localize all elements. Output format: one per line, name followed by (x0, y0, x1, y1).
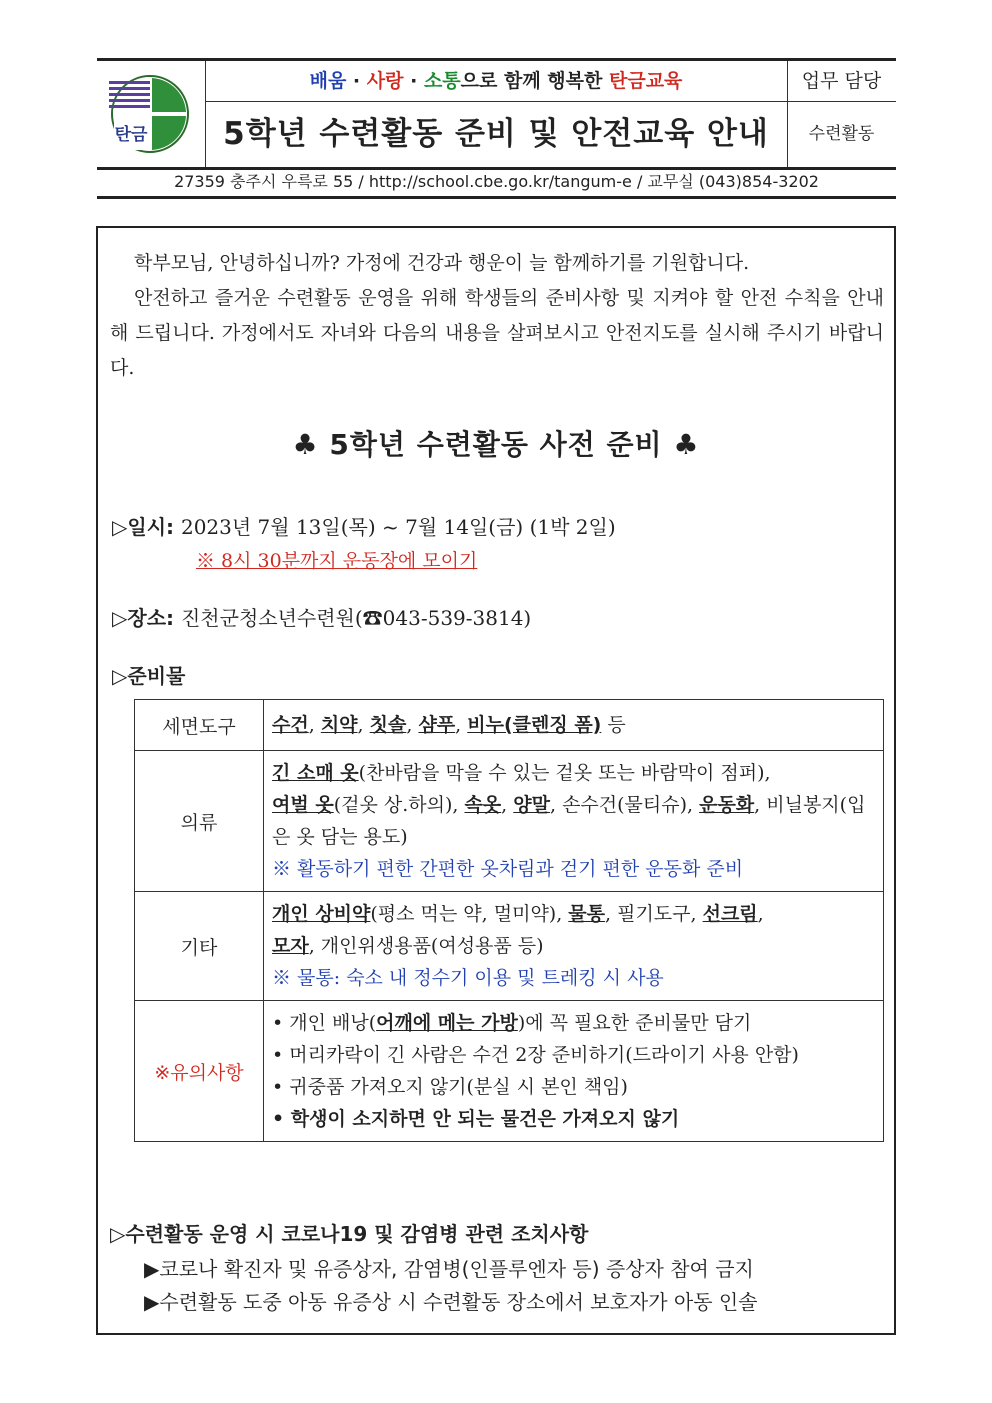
school-address: 27359 충주시 우륵로 55 / http://school.cbe.go.kr/tangum-e / 교무실 (043)854-3202 (97, 170, 896, 199)
notice-body (96, 226, 896, 1335)
item-text: , 비닐봉지(입은 옷 담는 용도) (272, 794, 866, 848)
document-header (97, 58, 896, 170)
schedule-value: 2023년 7월 13일(목) ~ 7월 14일(금) (1박 2일) (180, 515, 616, 539)
item-text: , 개인위생용품(여성용품 등) (308, 935, 544, 957)
caution-items (264, 1001, 884, 1142)
item: 선크림 (702, 903, 758, 925)
item: 치약 (320, 714, 358, 736)
item-text: , 손수건(물티슈), (549, 794, 700, 816)
assembly-note: ※ 8시 30분까지 운동장에 모이기 (196, 550, 478, 572)
motto-word-love: 사랑 (366, 70, 404, 92)
item: 모자 (272, 935, 309, 957)
school-logo (109, 73, 191, 155)
caution-text: • 개인 배낭( (272, 1012, 377, 1034)
cat-etc: 기타 (135, 892, 264, 1001)
caution-item: • 머리카락이 긴 사람은 수건 2장 준비하기(드라이기 사용 안함) (272, 1044, 799, 1066)
cat-wash: 세면도구 (135, 700, 264, 751)
covid-heading: ▷수련활동 운영 시 코로나19 및 감염병 관련 조치사항 (110, 1222, 589, 1246)
table-row-wash (135, 700, 884, 751)
table-row-etc (135, 892, 884, 1001)
schedule-line (112, 511, 616, 540)
dept-value: 수련활동 (808, 124, 875, 144)
etc-items: 개인 상비약(평소 먹는 약, 멀미약), 물통, 필기도구, 선크림, 모자, 개인위생용품(여성용품 등) ※ 물통: 숙소 내 정수기 이용 및 트레킹 시 사용 (264, 892, 884, 1001)
prep-heading: ▷준비물 (112, 664, 186, 688)
item: 운동화 (699, 794, 755, 816)
caution-text: )에 꼭 필요한 준비물만 담기 (517, 1012, 752, 1034)
covid-item-1: ▶코로나 확진자 및 유증상자, 감염병(인플루엔자 등) 증상자 참여 금지 (144, 1257, 754, 1281)
caution-emphasis: 어깨에 메는 가방 (376, 1012, 518, 1034)
covid-item-2: ▶수련활동 도중 아동 유증상 시 수련활동 장소에서 보호자가 아동 인솔 (144, 1290, 758, 1314)
logo-cell (97, 61, 206, 167)
school-motto (205, 61, 788, 102)
caution-item-bold: • 학생이 소지하면 안 되는 물건은 가져오지 않기 (272, 1108, 680, 1130)
item: 여벌 옷 (272, 794, 334, 816)
place-value: 진천군청소년수련원(☎043-539-3814) (180, 606, 532, 630)
item: 속옷 (464, 794, 502, 816)
item: 비누(클렌징 폼) (467, 714, 602, 736)
item-text: , 필기도구, (605, 903, 703, 925)
item-text: (겉옷 상.하의), (333, 794, 465, 816)
motto-rest: 으로 함께 행복한 (460, 70, 609, 92)
schedule-label: ▷일시: (112, 515, 181, 539)
item: 칫솔 (369, 714, 407, 736)
cat-clothes: 의류 (135, 751, 264, 892)
item: 긴 소매 옷 (272, 762, 359, 784)
motto-word-learning: 배움 (309, 70, 347, 92)
wash-items: 수건, 치약, 칫솔, 샴푸, 비누(클렌징 폼) 등 (264, 700, 884, 751)
clothes-items: 긴 소매 옷(찬바람을 막을 수 있는 겉옷 또는 바람막이 점퍼), 여벌 옷(겉옷 상.하의), 속옷, 양말, 손수건(물티슈), 운동화, 비닐봉지(입은 옷 담는 용도) ※ 활동하기 편한 간편한 옷차림과 걷기 편한 운동화 준비 (264, 751, 884, 892)
svg-text:탄금: 탄금 (114, 125, 148, 145)
motto-school-name: 탄금교육 (608, 70, 683, 92)
motto-word-communication: 소통 (423, 70, 461, 92)
item-text: (평소 먹는 약, 멀미약), (370, 903, 569, 925)
table-row-caution (135, 1001, 884, 1142)
item: 샴푸 (418, 714, 456, 736)
preparation-table (134, 699, 884, 1142)
clothes-note: ※ 활동하기 편한 간편한 옷차림과 걷기 편한 운동화 준비 (272, 858, 744, 880)
motto-separator: · (346, 70, 367, 92)
caution-item: • 귀중품 가져오지 않기(분실 시 본인 책임) (272, 1076, 628, 1098)
item: 물통 (568, 903, 606, 925)
document-title: 5학년 수련활동 준비 및 안전교육 안내 (205, 101, 788, 167)
intro-paragraph-1: 학부모님, 안녕하십니까? 가정에 건강과 행운이 늘 함께하기를 기원합니다. (134, 252, 750, 274)
etc-note: ※ 물통: 숙소 내 정수기 이용 및 트레킹 시 사용 (272, 967, 664, 989)
item-text: (찬바람을 막을 수 있는 겉옷 또는 바람막이 점퍼), (358, 762, 771, 784)
section-title: ♣ 5학년 수련활동 사전 준비 ♣ (292, 428, 700, 461)
cat-caution: ※유의사항 (135, 1001, 264, 1142)
item-tail: 등 (601, 714, 626, 736)
place-line (112, 602, 531, 631)
item: 양말 (513, 794, 550, 816)
schedule-note (196, 546, 477, 573)
table-row-clothes (135, 751, 884, 892)
motto-separator: · (403, 70, 424, 92)
item: 수건 (272, 714, 309, 736)
place-label: ▷장소: (112, 606, 181, 630)
intro-paragraph-2: 안전하고 즐거운 수련활동 운영을 위해 학생들의 준비사항 및 지켜야 할 안전 수칙을 안내해 드립니다. 가정에서도 자녀와 다음의 내용을 살펴보시고 안전지도를 실시해 주시기 바랍니다. (110, 287, 884, 379)
intro-text (110, 246, 884, 386)
dept-label: 업무 담당 (787, 61, 896, 102)
item: 개인 상비약 (272, 903, 371, 925)
